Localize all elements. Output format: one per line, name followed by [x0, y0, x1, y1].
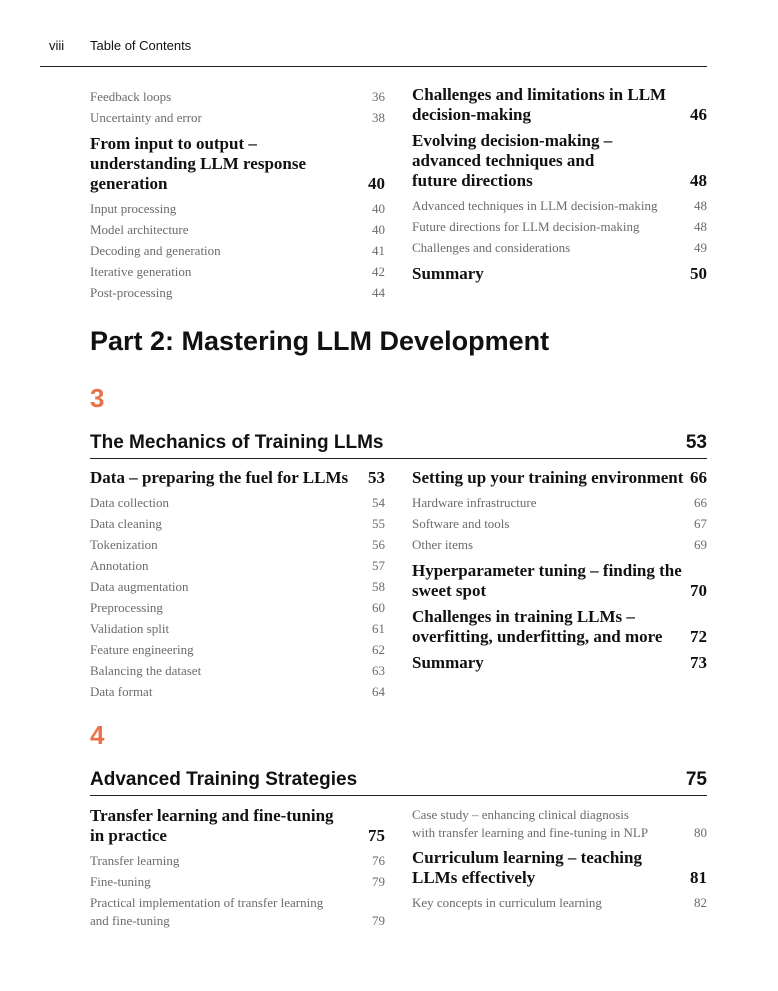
toc-entry-title: Hyperparameter tuning – finding the sweet spot [412, 561, 682, 600]
toc-subsection-entry[interactable] [412, 216, 707, 237]
toc-entry-title: Annotation [90, 558, 149, 573]
toc-section-entry[interactable] [412, 85, 707, 125]
toc-subsection-entry[interactable] [412, 492, 707, 513]
toc-subsection-entry[interactable] [412, 892, 707, 913]
toc-entry-page: 41 [372, 243, 385, 258]
toc-column-top-right [412, 85, 707, 284]
toc-entry-page: 53 [368, 468, 385, 487]
toc-subsection-entry[interactable] [90, 618, 385, 639]
toc-column-top-left [90, 86, 385, 303]
toc-section-entry[interactable] [90, 806, 385, 846]
toc-entry-page: 40 [372, 222, 385, 237]
toc-subsection-entry[interactable] [90, 576, 385, 597]
toc-column-ch4-left [90, 806, 385, 930]
toc-entry-title: Other items [412, 537, 474, 552]
toc-entry-title: Feature engineering [90, 642, 194, 657]
toc-entry-title: Challenges and considerations [412, 240, 571, 255]
toc-entry-page: 70 [690, 581, 707, 600]
toc-entry-page: 81 [690, 868, 707, 887]
part-title: Part 2: Mastering LLM Development [90, 326, 550, 356]
toc-entry-title: Data cleaning [90, 516, 162, 531]
toc-entry-page: 48 [694, 219, 707, 234]
toc-entry-title: Feedback loops [90, 89, 172, 104]
toc-entry-page: 73 [690, 653, 707, 672]
toc-subsection-entry[interactable] [90, 261, 385, 282]
toc-subsection-entry[interactable] [90, 86, 385, 107]
toc-entry-page: 55 [372, 516, 385, 531]
chapter-3-title[interactable]: The Mechanics of Training LLMs [90, 432, 384, 453]
toc-entry-title: Decoding and generation [90, 243, 221, 258]
toc-subsection-entry[interactable] [90, 555, 385, 576]
toc-subsection-entry[interactable] [90, 681, 385, 702]
toc-entry-page: 80 [694, 825, 707, 840]
toc-entry-page: 40 [368, 174, 385, 193]
toc-entry-page: 48 [690, 171, 707, 190]
toc-section-entry[interactable] [412, 131, 707, 191]
chapter-4-heading [90, 769, 707, 796]
toc-entry-page: 56 [372, 537, 385, 552]
toc-subsection-entry[interactable] [412, 513, 707, 534]
toc-entry-page: 46 [690, 105, 707, 124]
toc-entry-page: 66 [694, 495, 707, 510]
toc-entry-title: Hardware infrastructure [412, 495, 537, 510]
toc-entry-page: 63 [372, 663, 385, 678]
toc-entry-title: Transfer learning [90, 853, 180, 868]
toc-entry-title: Preprocessing [90, 600, 163, 615]
toc-entry-page: 79 [372, 913, 385, 928]
toc-entry-title: Data format [90, 684, 153, 699]
toc-entry-page: 44 [372, 285, 385, 300]
toc-subsection-entry[interactable] [90, 107, 385, 128]
toc-entry-page: 64 [372, 684, 385, 699]
toc-entry-page: 48 [694, 198, 707, 213]
toc-entry-title: Key concepts in curriculum learning [412, 895, 602, 910]
toc-entry-page: 36 [372, 89, 385, 104]
toc-entry-page: 62 [372, 642, 385, 657]
toc-entry-title: From input to output – understanding LLM response generation [90, 134, 307, 193]
toc-entry-title: Summary [412, 653, 484, 672]
toc-entry-page: 49 [694, 240, 707, 255]
toc-subsection-entry[interactable] [412, 195, 707, 216]
toc-entry-title: Input processing [90, 201, 177, 216]
toc-entry-page: 38 [372, 110, 385, 125]
toc-entry-title: Setting up your training environment [412, 468, 684, 487]
chapter-4-title[interactable]: Advanced Training Strategies [90, 769, 358, 790]
toc-entry-title: Evolving decision-making – advanced techniques and future directions [412, 131, 613, 190]
toc-entry-page: 79 [372, 874, 385, 889]
toc-subsection-entry[interactable] [90, 534, 385, 555]
toc-entry-page: 50 [690, 264, 707, 283]
toc-entry-title: Transfer learning and fine-tuning in practice [90, 806, 334, 845]
toc-subsection-entry[interactable] [90, 639, 385, 660]
toc-subsection-entry[interactable] [90, 850, 385, 871]
toc-entry-title: Challenges and limitations in LLM decision-making [412, 85, 667, 124]
toc-entry-title: Model architecture [90, 222, 189, 237]
toc-entry-page: 57 [372, 558, 385, 573]
toc-entry-page: 69 [694, 537, 707, 552]
toc-section-entry[interactable] [412, 264, 707, 284]
toc-subsection-entry[interactable] [412, 534, 707, 555]
toc-column-ch3-right [412, 468, 707, 673]
toc-entry-page: 58 [372, 579, 385, 594]
chapter-3-heading [90, 432, 707, 459]
toc-entry-title: Uncertainty and error [90, 110, 202, 125]
toc-entry-title: Data – preparing the fuel for LLMs [90, 468, 349, 487]
toc-subsection-entry[interactable] [90, 660, 385, 681]
toc-entry-page: 76 [372, 853, 385, 868]
toc-subsection-entry[interactable] [412, 237, 707, 258]
running-header [40, 36, 707, 67]
toc-entry-title: Curriculum learning – teaching LLMs effectively [412, 848, 642, 887]
toc-entry-page: 82 [694, 895, 707, 910]
running-title: Table of Contents [90, 38, 192, 53]
toc-entry-page: 66 [690, 468, 707, 487]
toc-entry-title: Fine-tuning [90, 874, 151, 889]
toc-column-ch4-right [412, 806, 707, 913]
toc-entry-title: Data augmentation [90, 579, 189, 594]
toc-section-entry[interactable] [412, 607, 707, 647]
toc-entry-page: 72 [690, 627, 707, 646]
chapter-4-page: 75 [685, 769, 707, 790]
toc-subsection-entry[interactable] [90, 871, 385, 892]
toc-subsection-entry[interactable] [90, 492, 385, 513]
toc-subsection-entry[interactable] [90, 219, 385, 240]
toc-entry-title: Practical implementation of transfer learning and fine-tuning [90, 895, 324, 928]
toc-entry-page: 54 [372, 495, 385, 510]
toc-subsection-entry[interactable] [90, 513, 385, 534]
toc-subsection-entry[interactable] [90, 240, 385, 261]
toc-entry-page: 40 [372, 201, 385, 216]
toc-entry-title: Post-processing [90, 285, 173, 300]
toc-entry-title: Case study – enhancing clinical diagnosis with transfer learning and fine-tuning in NLP [412, 807, 649, 840]
toc-column-ch3-left [90, 468, 385, 702]
toc-subsection-entry[interactable] [412, 806, 707, 842]
toc-entry-title: Validation split [90, 621, 170, 636]
toc-section-entry[interactable] [412, 561, 707, 601]
toc-entry-page: 75 [368, 826, 385, 845]
chapter-3-number: 3 [90, 383, 105, 413]
toc-subsection-entry[interactable] [90, 198, 385, 219]
toc-subsection-entry[interactable] [90, 282, 385, 303]
toc-entry-title: Advanced techniques in LLM decision-making [412, 198, 658, 213]
toc-subsection-entry[interactable] [90, 894, 385, 930]
toc-section-entry[interactable] [90, 468, 385, 488]
toc-entry-title: Data collection [90, 495, 170, 510]
toc-entry-title: Balancing the dataset [90, 663, 202, 678]
toc-entry-page: 42 [372, 264, 385, 279]
toc-section-entry[interactable] [412, 848, 707, 888]
toc-section-entry[interactable] [412, 468, 707, 488]
toc-entry-title: Tokenization [90, 537, 158, 552]
toc-entry-title: Future directions for LLM decision-making [412, 219, 640, 234]
chapter-3-page: 53 [685, 432, 707, 453]
toc-subsection-entry[interactable] [90, 597, 385, 618]
toc-entry-page: 60 [372, 600, 385, 615]
page-number: viii [49, 38, 65, 53]
toc-entry-page: 67 [694, 516, 707, 531]
toc-entry-page: 61 [372, 621, 385, 636]
toc-entry-title: Software and tools [412, 516, 510, 531]
toc-entry-title: Challenges in training LLMs – overfitting, underfitting, and more [412, 607, 663, 646]
chapter-4-number: 4 [90, 720, 105, 750]
toc-section-entry[interactable] [412, 653, 707, 673]
toc-entry-title: Iterative generation [90, 264, 192, 279]
toc-section-entry[interactable] [90, 134, 385, 194]
toc-entry-title: Summary [412, 264, 484, 283]
